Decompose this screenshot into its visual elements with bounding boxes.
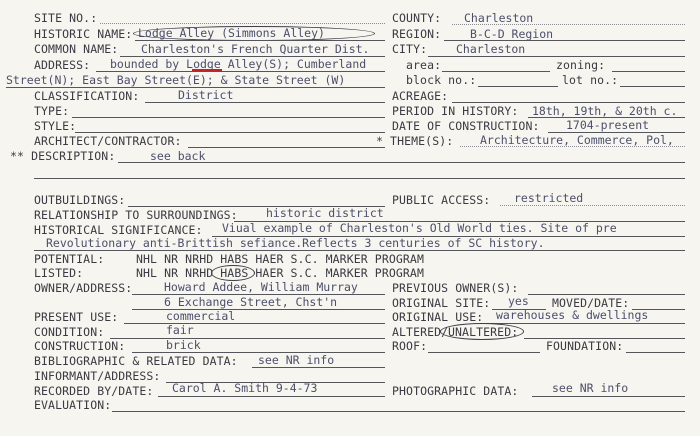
significance-value-line1: Viual example of Charleston's Old World ties. Site of pre xyxy=(222,221,617,235)
recorded-by-value: Carol A. Smith 9-4-73 xyxy=(172,381,318,395)
owner-value-line1: Howard Addee, William Murray xyxy=(164,280,358,294)
themes-value: Architecture, Commerce, Pol, xyxy=(480,133,674,147)
present-use-label: PRESENT USE: xyxy=(34,310,119,324)
present-use-value: commercial xyxy=(166,309,236,323)
date-construction-value: 1704-present xyxy=(566,118,650,132)
zoning-line xyxy=(612,71,685,72)
description-value: see back xyxy=(150,149,206,163)
type-label: TYPE: xyxy=(34,104,70,118)
themes-line xyxy=(460,146,685,147)
style-line xyxy=(75,132,385,133)
description-line xyxy=(118,162,685,163)
relationship-value: historic district xyxy=(266,206,384,220)
public-access-value: restricted xyxy=(514,191,584,205)
site-no-line xyxy=(100,23,385,24)
unaltered-label: UNALTERED: xyxy=(448,325,519,339)
common-name-label: COMMON NAME: xyxy=(34,42,119,56)
lot-no-line xyxy=(620,86,685,87)
region-label: REGION: xyxy=(392,27,442,41)
description-line-2 xyxy=(34,178,685,179)
significance-label: HISTORICAL SIGNIFICANCE: xyxy=(34,223,203,237)
architect-label: ARCHITECT/CONTRACTOR: xyxy=(34,134,182,148)
region-line xyxy=(444,40,685,41)
condition-line xyxy=(110,338,385,339)
city-value: Charleston xyxy=(456,42,526,56)
photographic-label: PHOTOGRAPHIC DATA: xyxy=(392,384,519,398)
address-value-line2: Street(N); East Bay Street(E); & State Street (W) xyxy=(6,73,346,87)
area-label: area: xyxy=(406,58,442,72)
roof-label: ROOF: xyxy=(392,339,428,353)
lot-no-label: lot no.: xyxy=(562,73,619,87)
zoning-label: zoning: xyxy=(556,58,606,72)
nrhd-circle xyxy=(211,265,255,281)
acreage-line xyxy=(452,102,685,103)
relationship-label: RELATIONSHIP TO SURROUNDINGS: xyxy=(34,208,238,222)
condition-value: fair xyxy=(166,323,194,337)
owner-address-label: OWNER/ADDRESS: xyxy=(34,281,133,295)
foundation-line xyxy=(626,352,685,353)
original-site-label: ORIGINAL SITE: xyxy=(392,296,491,310)
common-name-value: Charleston's French Quarter Dist. xyxy=(141,42,370,56)
informant-label: INFORMANT/ADDRESS: xyxy=(34,369,161,383)
owner-value-line2: 6 Exchange Street, Chst'n xyxy=(164,295,338,309)
outbuildings-label: OUTBUILDINGS: xyxy=(34,193,126,207)
classification-line xyxy=(145,102,385,103)
address-label: ADDRESS: xyxy=(34,58,91,72)
foundation-label: FOUNDATION: xyxy=(546,339,624,353)
themes-label: * THEME(S): xyxy=(376,134,454,148)
bibliographic-line xyxy=(252,367,385,368)
bibliographic-value: see NR info xyxy=(258,353,335,367)
type-line xyxy=(72,117,385,118)
original-use-line xyxy=(486,323,685,324)
region-value: B-C-D Region xyxy=(470,27,554,41)
classification-value: District xyxy=(178,88,234,102)
significance-value-line2: Revolutionary anti-Brittish sefiance.Reflects 3 centuries of SC history. xyxy=(46,236,545,250)
public-access-line xyxy=(500,205,685,206)
style-label: STYLE: xyxy=(34,119,77,133)
original-use-value: warehouses & dwellings xyxy=(496,308,649,322)
historic-name-label: HISTORIC NAME: xyxy=(34,27,133,41)
potential-designations: NHL NR NRHD HABS HAER S.C. MARKER PROGRAM xyxy=(136,252,424,266)
previous-owners-label: PREVIOUS OWNER(S): xyxy=(392,281,519,295)
potential-label: POTENTIAL: xyxy=(34,252,105,266)
altered-label: ALTERED/ xyxy=(392,325,449,339)
period-value: 18th, 19th, & 20th c. xyxy=(532,104,678,118)
area-line xyxy=(442,71,550,72)
listed-designations: NHL NR NRHD HABS HAER S.C. MARKER PROGRAM xyxy=(136,266,424,280)
moved-date-label: MOVED/DATE: xyxy=(552,296,630,310)
roof-line xyxy=(428,352,540,353)
historic-name-circle xyxy=(133,26,375,41)
architect-line xyxy=(188,147,385,148)
present-use-line xyxy=(124,323,385,324)
county-line xyxy=(452,24,685,25)
evaluation-line xyxy=(112,411,685,412)
bibliographic-label: BIBLIOGRAPHIC & RELATED DATA: xyxy=(34,354,238,368)
unaltered-circle xyxy=(440,323,524,340)
recorded-by-label: RECORDED BY/DATE: xyxy=(34,384,154,398)
original-use-label: ORIGINAL USE: xyxy=(392,310,484,324)
address-line xyxy=(96,71,385,72)
public-access-label: PUBLIC ACCESS: xyxy=(392,193,491,207)
photographic-line xyxy=(532,396,685,397)
original-site-value: yes xyxy=(508,294,529,308)
period-label: PERIOD IN HISTORY: xyxy=(392,104,519,118)
block-no-label: block no.: xyxy=(406,73,477,87)
address-value-line1: bounded by Lodge Alley(S); Cumberland xyxy=(110,57,367,71)
condition-label: CONDITION: xyxy=(34,325,105,339)
date-construction-label: DATE OF CONSTRUCTION: xyxy=(392,119,540,133)
photographic-value: see NR info xyxy=(552,381,629,395)
description-label: ** DESCRIPTION: xyxy=(10,149,116,163)
city-line xyxy=(428,56,685,57)
block-no-line xyxy=(478,86,558,87)
city-label: CITY: xyxy=(392,42,428,56)
listed-label: LISTED: xyxy=(34,266,84,280)
county-value: Charleston xyxy=(464,11,534,25)
site-no-label: SITE NO.: xyxy=(34,11,98,25)
recorded-by-line xyxy=(158,396,385,397)
historic-name-line xyxy=(135,40,385,41)
historic-name-value: Lodge Alley (Simmons Alley) xyxy=(138,26,325,40)
previous-owners-line xyxy=(528,294,685,295)
acreage-label: ACREAGE: xyxy=(392,89,449,103)
construction-value: brick xyxy=(166,338,201,352)
county-label: COUNTY: xyxy=(392,11,442,25)
construction-label: CONSTRUCTION: xyxy=(34,339,126,353)
classification-label: CLASSIFICATION: xyxy=(34,89,140,103)
evaluation-label: EVALUATION: xyxy=(34,398,112,412)
significance-line-2 xyxy=(34,250,685,251)
